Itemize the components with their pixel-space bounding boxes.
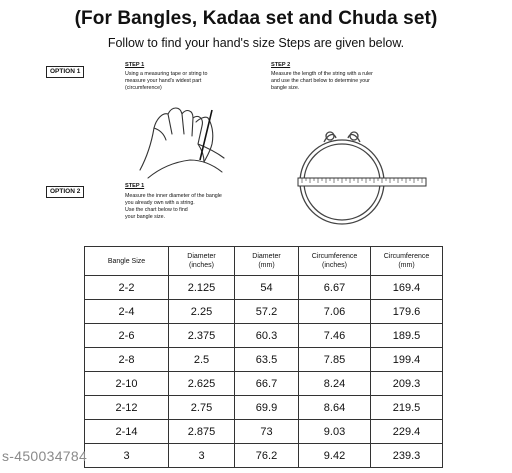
table-cell: 8.24 [299,372,371,396]
table-header-row [85,247,443,276]
option-1-step-1-text: Using a measuring tape or string to measure your hand's widest part (circumference) [125,71,208,91]
table-cell: 169.4 [371,276,443,300]
table-cell: 2.125 [169,276,235,300]
table-cell: 2-2 [85,276,169,300]
table-cell: 3 [169,444,235,468]
table-cell: 2-6 [85,324,169,348]
table-cell: 9.42 [299,444,371,468]
table-row [85,348,443,372]
bangle-ruler-icon [290,122,430,234]
option-1-step-2-title: STEP 2 [271,62,291,68]
table-cell: 73 [235,420,299,444]
table-cell: 219.5 [371,396,443,420]
table-cell: 2.625 [169,372,235,396]
table-cell: 2.375 [169,324,235,348]
bangle-size-table [84,246,443,468]
hand-measuring-icon [138,100,238,182]
table-cell: 7.46 [299,324,371,348]
table-row [85,300,443,324]
table-cell: 179.6 [371,300,443,324]
table-cell: 60.3 [235,324,299,348]
table-cell: 189.5 [371,324,443,348]
table-cell: 2-10 [85,372,169,396]
table-cell: 63.5 [235,348,299,372]
table-cell: 199.4 [371,348,443,372]
table-cell: 7.06 [299,300,371,324]
table-cell: 2.5 [169,348,235,372]
option-2-step-1-title: STEP 1 [125,183,145,189]
table-cell: 239.3 [371,444,443,468]
table-cell: 9.03 [299,420,371,444]
header-bangle-size: Bangle Size [85,247,169,276]
table-row [85,324,443,348]
table-row [85,372,443,396]
header-diameter-mm: Diameter (mm) [235,247,299,276]
table-cell: 209.3 [371,372,443,396]
table-cell: 57.2 [235,300,299,324]
table-cell: 2-14 [85,420,169,444]
option-2-label: OPTION 2 [46,186,84,198]
option-1-label: OPTION 1 [46,66,84,78]
table-cell: 2.25 [169,300,235,324]
table-cell: 7.85 [299,348,371,372]
watermark-text: s-450034784 [2,448,88,464]
table-cell: 2-8 [85,348,169,372]
table-cell: 66.7 [235,372,299,396]
table-row [85,444,443,468]
table-row [85,420,443,444]
header-diameter-inches: Diameter (inches) [169,247,235,276]
table-cell: 69.9 [235,396,299,420]
page-subtitle: Follow to find your hand's size Steps are given below. [107,36,405,50]
table-cell: 8.64 [299,396,371,420]
page-title: (For Bangles, Kadaa set and Chuda set) [74,8,438,29]
table-cell: 2.875 [169,420,235,444]
header-circumference-mm: Circumference (mm) [371,247,443,276]
table-cell: 6.67 [299,276,371,300]
table-cell: 2-4 [85,300,169,324]
table-row [85,276,443,300]
option-1-step-1-title: STEP 1 [125,62,145,68]
option-1-step-2-text: Measure the length of the string with a ruler and use the chart below to determine your bangle size. [271,71,373,91]
table-cell: 76.2 [235,444,299,468]
table-cell: 54 [235,276,299,300]
table-row [85,396,443,420]
table-cell: 2-12 [85,396,169,420]
table-cell: 229.4 [371,420,443,444]
header-circumference-inches: Circumference (inches) [299,247,371,276]
table-cell: 3 [85,444,169,468]
table-cell: 2.75 [169,396,235,420]
option-2-step-1-text: Measure the inner diameter of the bangle you already own with a string. Use the chart below to find your bangle size. [125,193,222,220]
